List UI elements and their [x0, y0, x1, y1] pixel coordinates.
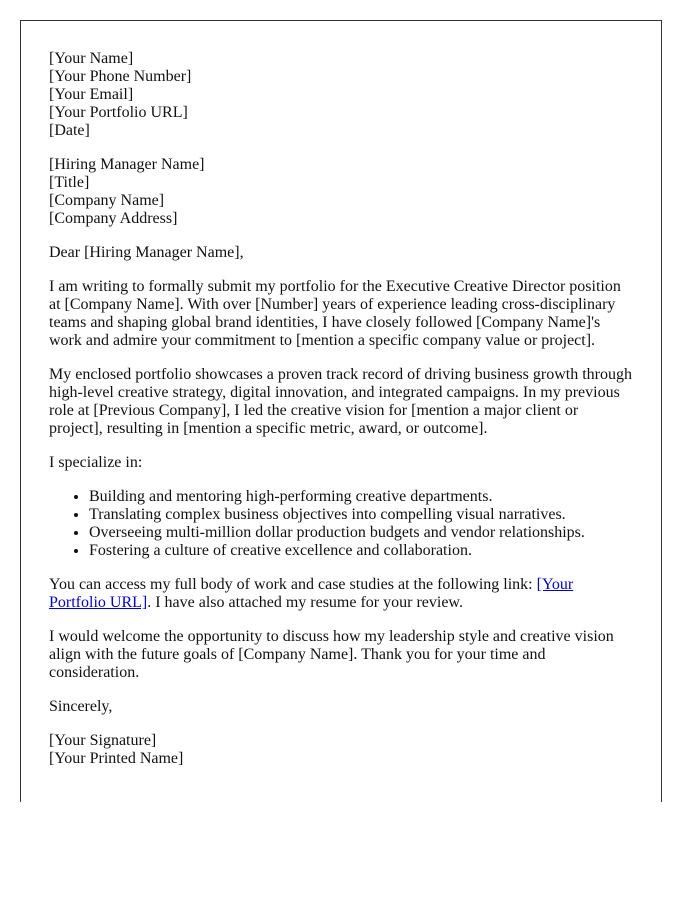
- list-item: • Translating complex business objectives into compelling visual narratives.: [89, 506, 632, 524]
- sender-email: [Your Email]: [49, 86, 134, 103]
- printed-name: [Your Printed Name]: [49, 750, 184, 767]
- intro-paragraph: I am writing to formally submit my portfolio for the Executive Creative Director position at [Company Name]. With over [Number] years of experience leading cross-disciplinary teams and shaping global brand identities, I have closely followed [Company Name]'s work and admire your commitment to [mention a specific company value or project].: [49, 278, 621, 349]
- recipient-title: [Title]: [49, 174, 90, 191]
- list-item: • Fostering a culture of creative excellence and collaboration.: [89, 542, 632, 560]
- recipient-address: [Company Address]: [49, 210, 178, 227]
- experience-paragraph: My enclosed portfolio showcases a proven track record of driving business growth through high-level creative strategy, digital innovation, and integrated campaigns. In my previous role at [Previous Company], I led the creative vision for [mention a major client or project], resulting in [mention a specific metric, award, or outcome].: [49, 366, 632, 437]
- letter-document: [20, 20, 662, 802]
- recipient-block: [49, 156, 632, 228]
- portfolio-text-after: . I have also attached my resume for your review.: [147, 594, 463, 611]
- salutation: Dear [Hiring Manager Name],: [49, 244, 244, 261]
- sender-phone: [Your Phone Number]: [49, 68, 192, 85]
- list-item: • Overseeing multi-million dollar production budgets and vendor relationships.: [89, 524, 632, 542]
- specialize-intro: I specialize in:: [49, 454, 143, 471]
- sender-portfolio: [Your Portfolio URL]: [49, 104, 188, 121]
- signature-block: [49, 732, 632, 768]
- portfolio-paragraph: [49, 576, 632, 612]
- signature: [Your Signature]: [49, 732, 157, 749]
- closing: Sincerely,: [49, 698, 113, 715]
- sender-name: [Your Name]: [49, 50, 134, 67]
- portfolio-link[interactable]: [Your Portfolio URL]: [49, 576, 574, 611]
- closing-paragraph: I would welcome the opportunity to discuss how my leadership style and creative vision align with the future goals of [Company Name]. Thank you for your time and consideration.: [49, 628, 614, 681]
- specialties-list: [49, 488, 632, 560]
- letter-date: [Date]: [49, 122, 90, 139]
- list-item: • Building and mentoring high-performing creative departments.: [89, 488, 632, 506]
- portfolio-text-before: You can access my full body of work and case studies at the following link:: [49, 576, 537, 593]
- recipient-name: [Hiring Manager Name]: [49, 156, 205, 173]
- recipient-company: [Company Name]: [49, 192, 165, 209]
- sender-block: [49, 50, 632, 140]
